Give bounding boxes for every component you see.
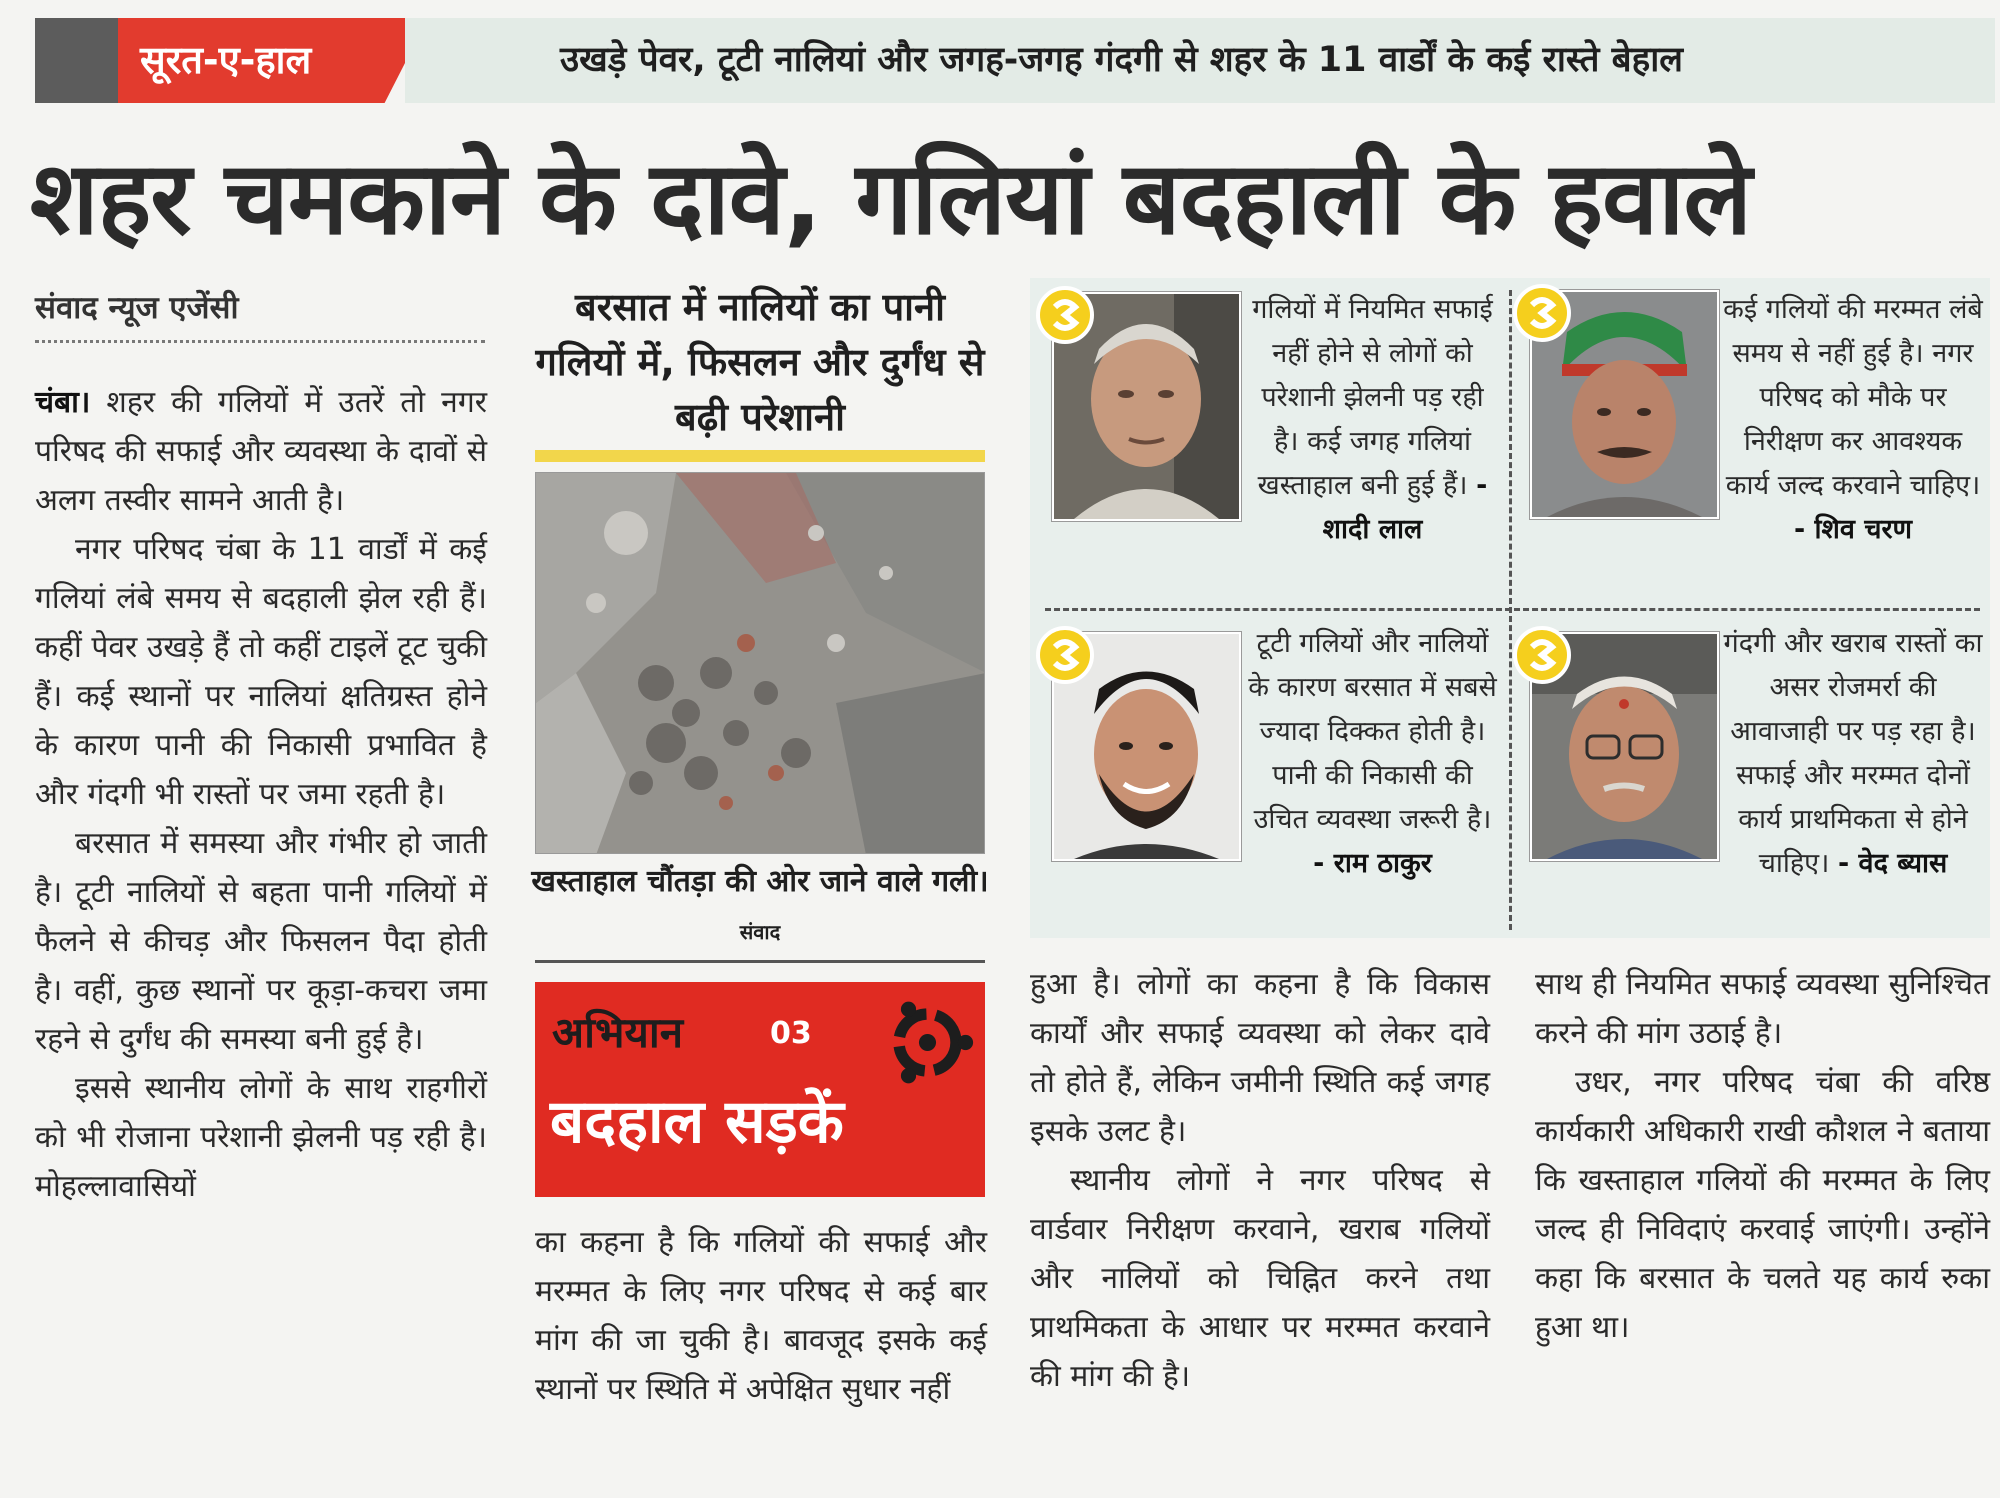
quote-2 — [1722, 288, 1984, 598]
damaged-lane-image — [536, 473, 985, 854]
article-column-3 — [1030, 960, 1490, 1480]
caption-divider — [535, 960, 985, 963]
article-column-1 — [35, 378, 487, 1478]
badge-icon — [1035, 625, 1095, 685]
damaged-lane-photo — [535, 472, 985, 854]
paragraph-1-text: शहर की गलियों में उतरें तो नगर परिषद की सफाई और व्यवस्था के दावों से अलग तस्वीर सामने आती है। — [35, 385, 487, 518]
subheadline: उखड़े पेवर, टूटी नालियां और जगह-जगह गंदगी से शहर के 11 वार्डों के कई रास्ते बेहाल — [560, 40, 1684, 80]
campaign-number: 03 — [770, 1016, 812, 1051]
quote-name: - शादी लाल — [1322, 470, 1488, 545]
photo-caption — [530, 858, 990, 958]
paragraph-1 — [35, 378, 487, 525]
quote-name: - वेद ब्यास — [1837, 848, 1948, 879]
badge-icon — [1512, 283, 1572, 343]
paragraph-4: इससे स्थानीय लोगों के साथ राहगीरों को भी रोजाना परेशानी झेलनी पड़ रही है। मोहल्लावासियों — [35, 1071, 487, 1204]
quotes-divider-horizontal — [1045, 608, 1980, 611]
quote-4 — [1722, 622, 1984, 932]
quote-1 — [1245, 288, 1500, 598]
quote-name: - शिव चरण — [1793, 514, 1913, 545]
quote-name: - राम ठाकुर — [1313, 848, 1432, 879]
paragraph-5: का कहना है कि गलियों की सफाई और मरम्मत के लिए नगर परिषद से कई बार मांग की जा चुकी है। बावजूद इसके कई स्थानों पर स्थिति में अपेक्षित सुधार नहीं — [535, 1225, 987, 1407]
section-tag: सूरत-ए-हाल — [140, 38, 312, 82]
paragraph-2: नगर परिषद चंबा के 11 वार्डों में कई गलियां लंबे समय से बदहाली झेल रही हैं। कहीं पेवर उखड़े हैं तो कहीं टाइलें टूट चुकी हैं। कई स्थानों पर नालियां क्षतिग्रस्त होने के कारण पानी की निकासी प्रभावित है और गंदगी भी रास्तों पर जमा रहती है। — [35, 532, 487, 812]
photo-credit: संवाद — [739, 920, 781, 944]
article-column-2 — [535, 1218, 987, 1488]
paragraph-7: स्थानीय लोगों ने नगर परिषद से वार्डवार निरीक्षण करवाने, खराब गलियों और नालियों को चिह्नित करने तथा प्राथमिकता के आधार पर मरम्मत करवाने की मांग की है। — [1030, 1163, 1490, 1394]
campaign-emblem-icon — [880, 995, 975, 1090]
headline: शहर चमकाने के दावे, गलियां बदहाली के हवाले — [30, 139, 1751, 257]
badge-icon — [1512, 625, 1572, 685]
paragraph-6: हुआ है। लोगों का कहना है कि विकास कार्यों और सफाई व्यवस्था को लेकर दावे तो होते हैं, लेकिन जमीनी स्थिति कई जगह इसके उलट है। — [1030, 967, 1490, 1149]
photo-heading: बरसात में नालियों का पानी गलियों में, फिसलन और दुर्गंध से बढ़ी परेशानी — [535, 285, 985, 439]
quote-text: टूटी गलियों और नालियों के कारण बरसात में सबसे ज्यादा दिक्कत होती है। पानी की निकासी की उचित व्यवस्था जरूरी है। — [1248, 628, 1497, 835]
dateline: चंबा। — [35, 385, 91, 420]
paragraph-3: बरसात में समस्या और गंभीर हो जाती है। टूटी नालियों से बहता पानी गलियों में फैलने से कीचड़ और फिसलन पैदा होती है। वहीं, कुछ स्थानों पर कूड़ा-कचरा जमा रहने से दुर्गंध की समस्या बनी हुई है। — [35, 826, 487, 1057]
byline-divider — [35, 340, 485, 343]
quote-text: गंदगी और खराब रास्तों का असर रोजमर्रा की आवाजाही पर पड़ रहा है। सफाई और मरम्मत दोनों कार्य प्राथमिकता से होने चाहिए। — [1723, 628, 1983, 879]
byline: संवाद न्यूज एजेंसी — [35, 290, 239, 326]
photo-heading-underline — [535, 450, 985, 462]
quote-text: गलियों में नियमित सफाई नहीं होने से लोगों को परेशानी झेलनी पड़ रही है। कई जगह गलियां खस्ताहाल बनी हुई हैं। — [1252, 294, 1493, 501]
paragraph-8: साथ ही नियमित सफाई व्यवस्था सुनिश्चित करने की मांग उठाई है। — [1535, 967, 1990, 1051]
campaign-label: अभियान — [552, 1008, 684, 1057]
quote-3 — [1245, 622, 1500, 932]
badge-icon — [1035, 285, 1095, 345]
campaign-title: बदहाल सड़कें — [550, 1087, 844, 1157]
quotes-divider-vertical — [1509, 290, 1512, 930]
paragraph-9: उधर, नगर परिषद चंबा की वरिष्ठ कार्यकारी अधिकारी राखी कौशल ने बताया कि खस्ताहाल गलियों की मरम्मत के लिए जल्द ही निविदाएं करवाई जाएंगी। उन्होंने कहा कि बरसात के चलते यह कार्य रुका हुआ था। — [1535, 1065, 1990, 1345]
quote-text: कई गलियों की मरम्मत लंबे समय से नहीं हुई है। नगर परिषद को मौके पर निरीक्षण कर आवश्यक कार्य जल्द करवाने चाहिए। — [1723, 294, 1983, 501]
article-column-4 — [1535, 960, 1990, 1480]
header-band-grey — [35, 18, 125, 103]
photo-caption-text: खस्ताहाल चौंतड़ा की ओर जाने वाले गली। — [531, 864, 989, 899]
